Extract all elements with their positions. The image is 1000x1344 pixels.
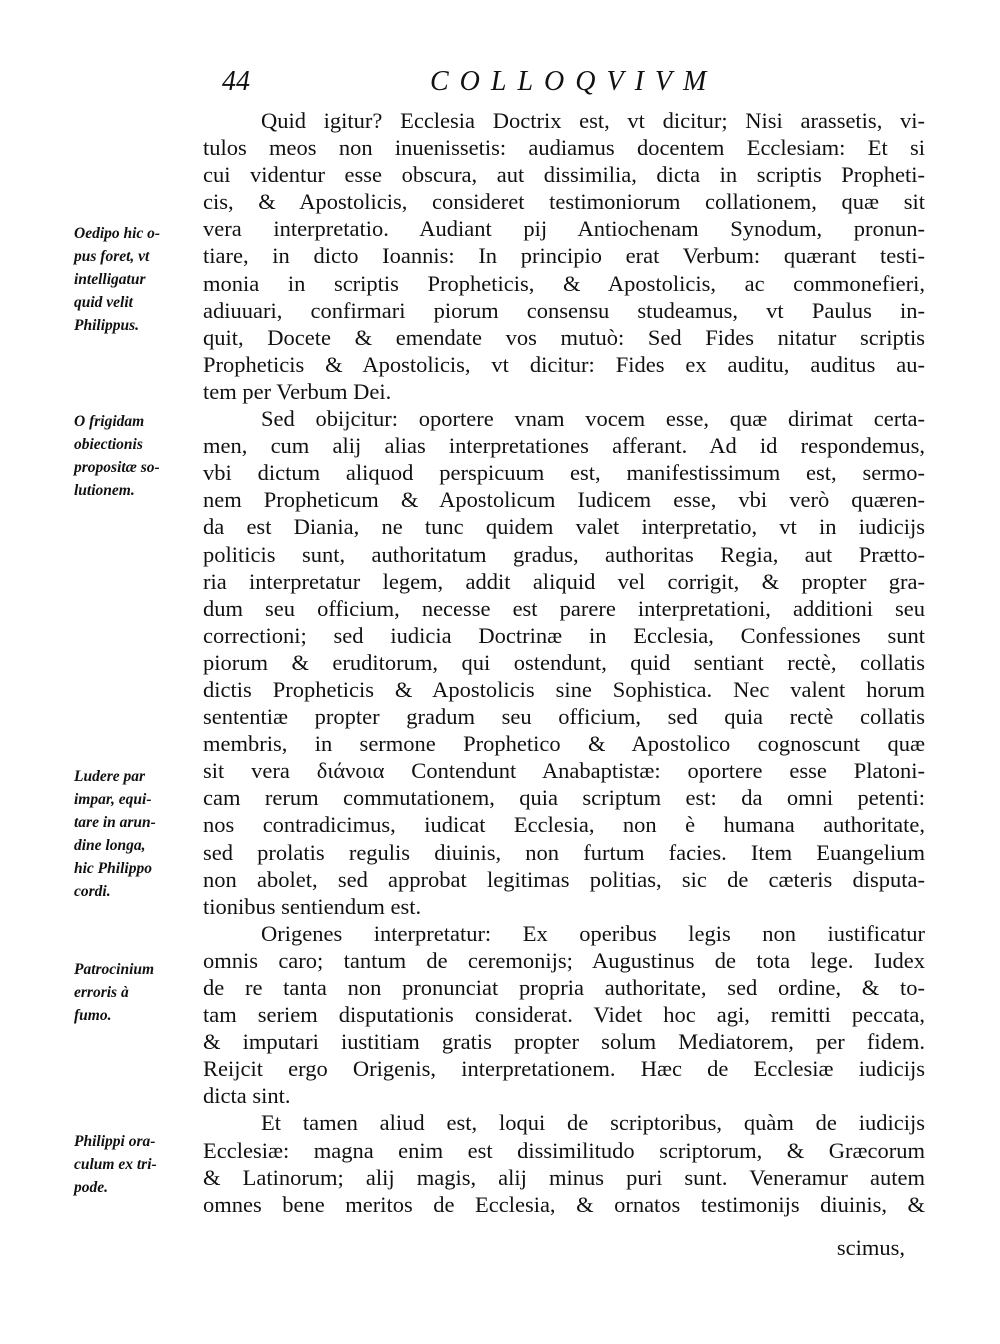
text-line: nos contradicimus, iudicat Ecclesia, non è humana authoritate, — [203, 812, 925, 838]
margin-note-line: hic Philippo — [74, 860, 152, 877]
text-line: cis, & Apostolicis, consideret testimoniorum collationem, quæ sit — [203, 189, 925, 215]
margin-note-line: erroris à — [74, 984, 129, 1001]
margin-note — [74, 410, 204, 502]
text-line: men, cum alij alias interpretationes afferant. Ad id respondemus, — [203, 433, 925, 459]
text-line: Origenes interpretatur: Ex operibus legis non iustificatur — [261, 920, 925, 946]
text-line: vbi dictum aliquod perspicuum est, manifestissimum est, sermo- — [203, 460, 925, 486]
margin-note — [74, 765, 204, 903]
margin-note-line: tare in arun- — [74, 814, 156, 831]
text-line: de re tanta non pronunciat propria authoritate, sed ordine, & to- — [203, 975, 925, 1000]
text-line: Ecclesiæ: magna enim est dissimilitudo scriptorum, & Græcorum — [203, 1137, 925, 1163]
text-line: piorum & eruditorum, qui ostendunt, quid sentiant rectè, collatis — [203, 649, 925, 675]
text-line: omnes bene meritos de Ecclesia, & ornatos testimonijs diuinis, & — [203, 1191, 925, 1217]
text-line: Propheticis & Apostolicis, vt dicitur: Fides ex auditu, auditus au- — [203, 351, 925, 377]
margin-note-line: impar, equi- — [74, 791, 152, 808]
text-line: dum seu officium, necesse est parere interpretationi, additioni seu — [203, 595, 925, 621]
text-line: Et tamen aliud est, loqui de scriptoribus, quàm de iudicijs — [261, 1110, 925, 1136]
margin-note-line: Philippus. — [74, 317, 140, 334]
margin-note-line: O frigidam — [74, 413, 145, 430]
text-line: vera interpretatio. Audiant pij Antiochenam Synodum, pronun- — [203, 216, 925, 242]
margin-note-line: Oedipo hic o- — [74, 225, 161, 242]
text-line: sed prolatis regulis diuinis, non furtum facies. Item Euangelium — [203, 839, 925, 865]
main-text-block — [203, 107, 925, 1218]
margin-note-line: lutionem. — [74, 482, 135, 499]
text-line: & Latinorum; alij magis, alij minus puri sunt. Veneramur autem — [203, 1164, 925, 1190]
text-line: Reijcit ergo Origenis, interpretationem. Hæc de Ecclesiæ iudicijs — [203, 1056, 925, 1082]
text-line: tiare, in dicto Ioannis: In principio erat Verbum: quærant testi- — [203, 243, 925, 269]
margin-note-line: propositæ so- — [74, 459, 160, 476]
margin-note-line: obiectionis — [74, 436, 143, 453]
margin-note-line: Patrocinium — [74, 961, 155, 978]
text-line: monia in scriptis Propheticis, & Apostolicis, ac commonefieri, — [203, 270, 925, 296]
page-number: 44 — [222, 66, 250, 97]
text-line: ria interpretatur legem, addit aliquid vel corrigit, & propter gra- — [203, 568, 925, 594]
margin-note-line: intelligatur — [74, 271, 146, 288]
text-line: omnis caro; tantum de ceremonijs; Augustinus de tota lege. Iudex — [203, 947, 925, 973]
margin-note-line: Philippi ora- — [74, 1133, 156, 1150]
text-line: politicis sunt, authoritatum gradus, authoritas Regia, aut Prætto- — [203, 541, 925, 567]
margin-note-line: pode. — [74, 1179, 109, 1196]
text-line: membris, in sermone Prophetico & Apostolico cognoscunt quæ — [203, 731, 925, 757]
text-line: Quid igitur? Ecclesia Doctrix est, vt dicitur; Nisi arassetis, vi- — [261, 108, 925, 133]
margin-note — [74, 222, 204, 337]
text-line: non abolet, sed approbat legitimas politias, sic de cæteris disputa- — [203, 866, 925, 892]
text-line: sententiæ propter gradum seu officium, sed quia rectè collatis — [203, 704, 925, 730]
running-title: COLLOQVIVM — [430, 66, 718, 97]
text-line: & imputari iustitiam gratis propter solum Mediatorem, per fidem. — [203, 1029, 925, 1055]
margin-note — [74, 1130, 204, 1199]
text-line: adiuuari, confirmari piorum consensu studeamus, vt Paulus in- — [203, 297, 925, 323]
text-line: cam rerum commutationem, quia scriptum est: da omni petenti: — [203, 785, 925, 811]
text-line: dicta sint. — [203, 1083, 291, 1109]
margin-note — [74, 958, 204, 1027]
margin-note-line: cordi. — [74, 883, 111, 900]
text-line: quit, Docete & emendate vos mutuò: Sed Fides nitatur scriptis — [203, 324, 925, 350]
page-header — [0, 66, 1000, 106]
text-line: tionibus sentiendum est. — [203, 893, 422, 919]
text-line: sit vera διάνοια Contendunt Anabaptistæ: oportere esse Platoni- — [203, 758, 925, 784]
text-line: tulos meos non inuenissetis: audiamus docentem Ecclesiam: Et si — [203, 135, 925, 161]
margin-note-line: Ludere par — [74, 768, 146, 785]
text-line: tem per Verbum Dei. — [203, 378, 392, 404]
text-line: nem Propheticum & Apostolicum Iudicem esse, vbi verò quæren- — [203, 487, 925, 513]
text-line: dictis Propheticis & Apostolicis sine Sophistica. Nec valent horum — [203, 676, 925, 702]
margin-note-line: culum ex tri- — [74, 1156, 157, 1173]
text-line: cui videntur esse obscura, aut dissimilia, dicta in scriptis Propheti- — [203, 162, 925, 188]
margin-note-line: dine longa, — [74, 837, 146, 854]
text-line: tam seriem disputationis considerat. Videt hoc agi, remitti peccata, — [203, 1002, 925, 1028]
text-line: correctioni; sed iudicia Doctrinæ in Ecclesia, Confessiones sunt — [203, 622, 925, 648]
text-line: Sed obijcitur: oportere vnam vocem esse, quæ dirimat certa- — [261, 406, 925, 432]
margin-note-line: pus foret, vt — [74, 248, 150, 265]
margin-note-line: quid velit — [74, 294, 133, 311]
text-line: da est Diania, ne tunc quidem valet interpretatio, vt in iudicijs — [203, 514, 925, 540]
catchword: scimus, — [836, 1235, 905, 1260]
margin-note-line: fumo. — [74, 1007, 112, 1024]
